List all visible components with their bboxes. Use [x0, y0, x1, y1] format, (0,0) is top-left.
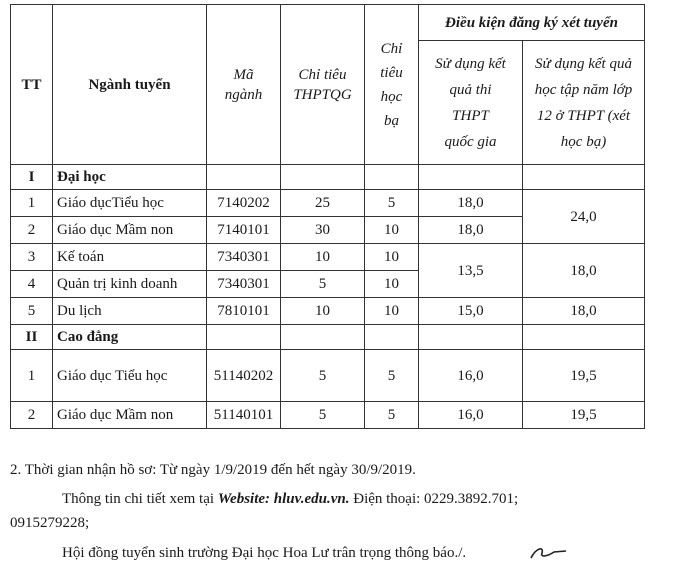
- cell-dk-thpt: 18,0: [419, 190, 523, 217]
- cell-chitieu-hocba: 10: [365, 298, 419, 325]
- cell-ma: 51140202: [207, 350, 281, 402]
- cell-chitieu-hocba: 5: [365, 350, 419, 402]
- header-sudung-thpt-line2: quả thi: [449, 81, 492, 98]
- cell-ma: 51140101: [207, 402, 281, 429]
- table-row: [11, 402, 645, 429]
- cell-nganh: Giáo dục Tiểu học: [53, 350, 207, 402]
- signature-mark-icon: [528, 544, 568, 562]
- cell-tt: 3: [11, 244, 53, 271]
- cell-nganh: Kế toán: [53, 244, 207, 271]
- header-chitieu-hocba-line4: bạ: [384, 112, 399, 129]
- cell-chitieu-hocba: 10: [365, 217, 419, 244]
- cell-tt: 2: [11, 217, 53, 244]
- cell-chitieu-thpt: 10: [281, 244, 365, 271]
- note-deadline: 2. Thời gian nhận hồ sơ: Từ ngày 1/9/2019 đến hết ngày 30/9/2019.: [10, 462, 416, 478]
- header-ma-line2: ngành: [224, 86, 263, 103]
- cell-dk-hocba: 19,5: [523, 350, 645, 402]
- header-sudung-thpt-line4: quốc gia: [444, 133, 497, 150]
- section-tt: II: [11, 325, 53, 350]
- cell-dk-thpt: 18,0: [419, 217, 523, 244]
- header-sudung-hocba-line4: học bạ): [560, 133, 607, 150]
- cell-chitieu-thpt: 5: [281, 271, 365, 298]
- cell-nganh: Quản trị kinh doanh: [53, 271, 207, 298]
- cell-nganh: Du lịch: [53, 298, 207, 325]
- cell-nganh: Giáo dục Mầm non: [53, 402, 207, 429]
- cell-ma: 7340301: [207, 271, 281, 298]
- header-chitieu-thpt-line2: THPTQG: [293, 86, 352, 103]
- table-row: [11, 190, 645, 217]
- cell-ma: 7140101: [207, 217, 281, 244]
- cell-tt: 4: [11, 271, 53, 298]
- cell-dk-thpt: 15,0: [419, 298, 523, 325]
- cell-dk-thpt: 16,0: [419, 402, 523, 429]
- cell-dk-hocba-merged: 24,0: [523, 190, 645, 244]
- cell-chitieu-hocba: 5: [365, 190, 419, 217]
- header-sudung-hocba-line2: học tập năm lớp: [534, 81, 633, 98]
- header-sudung-hocba-line3: 12 ở THPT (xét: [536, 107, 631, 124]
- note-phone-continued: 0915279228;: [10, 515, 90, 531]
- section-tt: I: [11, 165, 53, 190]
- admission-table: [10, 4, 645, 429]
- cell-chitieu-thpt: 5: [281, 402, 365, 429]
- header-dieukien: Điều kiện đăng ký xét tuyển: [419, 5, 645, 41]
- section-row-cao-dang: [11, 325, 645, 350]
- cell-tt: 2: [11, 402, 53, 429]
- header-ma-line1: Mã: [233, 66, 254, 83]
- table-row: [11, 244, 645, 271]
- header-chitieu-hocba: [365, 5, 419, 165]
- header-chitieu-hocba-line2: tiêu: [380, 64, 403, 81]
- cell-chitieu-hocba: 10: [365, 271, 419, 298]
- cell-ma: 7810101: [207, 298, 281, 325]
- cell-ma: 7140202: [207, 190, 281, 217]
- cell-chitieu-hocba: 10: [365, 244, 419, 271]
- cell-chitieu-hocba: 5: [365, 402, 419, 429]
- note-contact: [62, 491, 518, 508]
- cell-chitieu-thpt: 25: [281, 190, 365, 217]
- cell-nganh: Giáo dụcTiểu học: [53, 190, 207, 217]
- cell-dk-hocba-merged: 18,0: [523, 244, 645, 298]
- header-sudung-hocba-line1: Sử dụng kết quả: [535, 55, 632, 72]
- cell-chitieu-thpt: 5: [281, 350, 365, 402]
- header-sudung-thpt-line3: THPT: [452, 107, 489, 124]
- header-ma-nganh: [207, 5, 281, 165]
- header-sudung-thpt-line1: Sử dụng kết: [435, 55, 506, 72]
- section-name: Cao đẳng: [53, 325, 207, 350]
- table-row: [11, 350, 645, 402]
- section-row-dai-hoc: [11, 165, 645, 190]
- cell-chitieu-thpt: 30: [281, 217, 365, 244]
- note-website: Website: hluv.edu.vn.: [217, 491, 350, 507]
- header-chitieu-hocba-line1: Chỉ: [380, 40, 403, 57]
- note-contact-prefix: Thông tin chi tiết xem tại: [62, 491, 218, 507]
- note-contact-suffix: Điện thoại: 0229.3892.701;: [349, 491, 519, 507]
- header-sudung-hocba: [523, 41, 645, 165]
- header-chitieu-thpt-line1: Chỉ tiêu: [298, 66, 347, 83]
- cell-tt: 1: [11, 190, 53, 217]
- note-closing: Hội đồng tuyển sinh trường Đại học Hoa Lư trân trọng thông báo./.: [62, 545, 467, 561]
- cell-dk-hocba: 19,5: [523, 402, 645, 429]
- cell-ma: 7340301: [207, 244, 281, 271]
- header-nganh: Ngành tuyển: [53, 5, 207, 165]
- header-tt: TT: [11, 5, 53, 165]
- header-chitieu-hocba-line3: học: [380, 88, 403, 105]
- table-row: [11, 298, 645, 325]
- cell-tt: 5: [11, 298, 53, 325]
- header-chitieu-thpt: [281, 5, 365, 165]
- cell-tt: 1: [11, 350, 53, 402]
- cell-dk-thpt-merged: 13,5: [419, 244, 523, 298]
- header-sudung-thpt: [419, 41, 523, 165]
- cell-nganh: Giáo dục Mầm non: [53, 217, 207, 244]
- cell-dk-thpt: 16,0: [419, 350, 523, 402]
- cell-dk-hocba: 18,0: [523, 298, 645, 325]
- cell-chitieu-thpt: 10: [281, 298, 365, 325]
- section-name: Đại học: [53, 165, 207, 190]
